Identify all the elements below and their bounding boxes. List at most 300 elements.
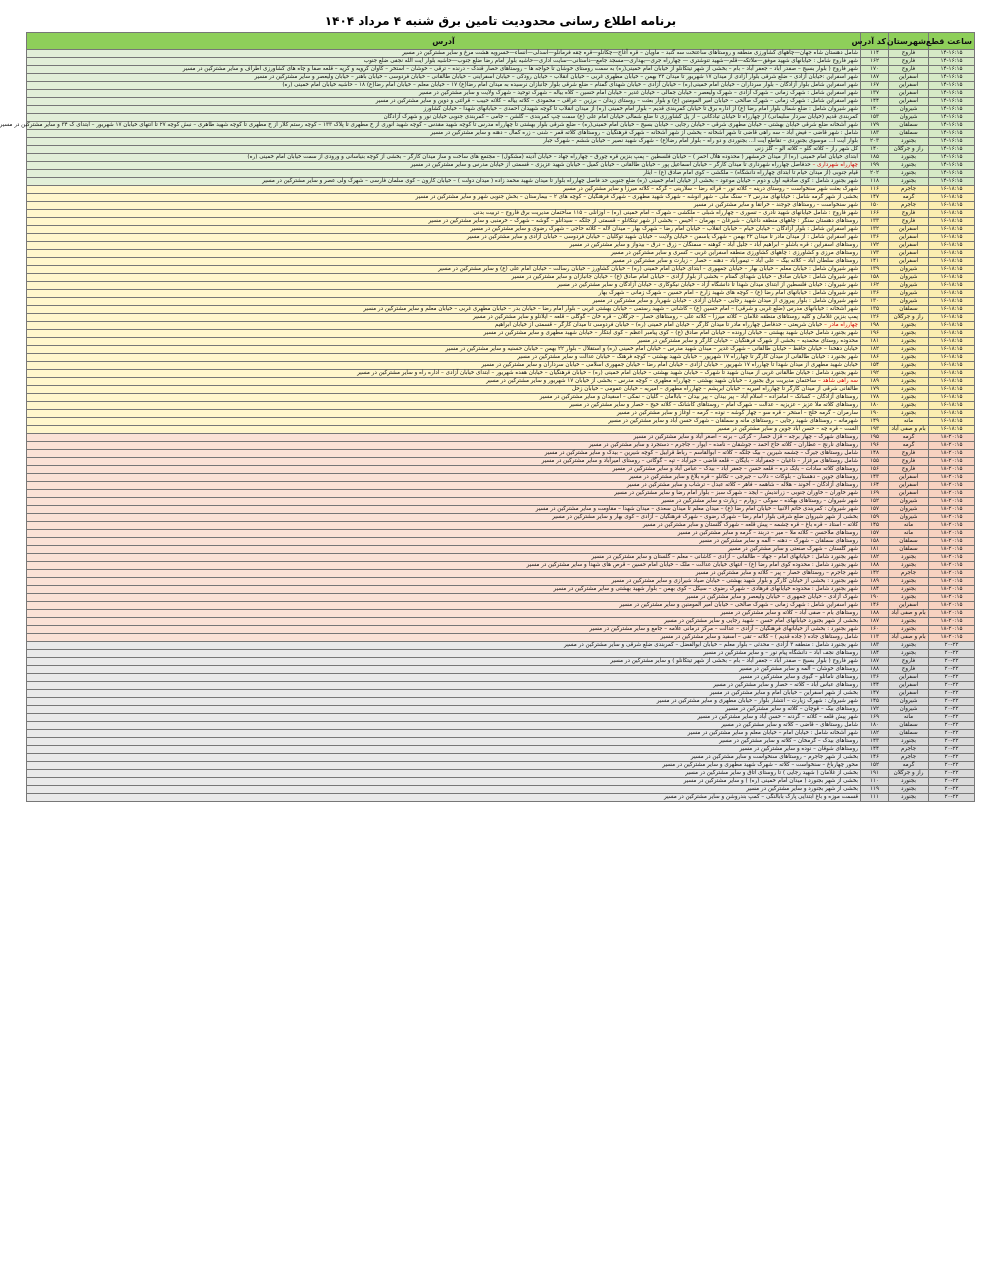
table-row xyxy=(27,426,975,434)
cell-city: فاروج xyxy=(889,466,929,474)
cell-code: ۱۸۸ xyxy=(861,562,889,570)
cell-city: فاروج xyxy=(889,66,929,74)
cell-address: خیابان شهید مطهری از میدان شهدا تا چهارراه ۱۷ شهریور – خیابان آزادی – خیابان امام رضا – خیابان جمهوری اسلامی – خیابان سرداران و سایر مشترکین در مسیر xyxy=(27,362,861,370)
cell-time: ۱۸-۲۰:۱۵ xyxy=(929,586,975,594)
table-row xyxy=(27,410,975,418)
cell-time: ۱۶-۱۸:۱۵ xyxy=(929,290,975,298)
cell-city: اسفراین xyxy=(889,234,929,242)
table-row xyxy=(27,82,975,90)
table-row xyxy=(27,786,975,794)
table-row xyxy=(27,538,975,546)
cell-time: ۱۶-۱۸:۱۵ xyxy=(929,426,975,434)
table-row xyxy=(27,274,975,282)
cell-city: بجنورد xyxy=(889,154,929,162)
cell-code: ۱۵۸ xyxy=(861,274,889,282)
cell-address: بخشی از شهر گرمه شامل : خیابانهای مدرس ۲ – سنگ ملی – شهر انوشه – شهرک شهید مطهری – شهرک فرهنگیان – کوچه های ۲ – بیمارستان – بخش جنوبی شهر و سایر مشترکین در مسیر xyxy=(27,194,861,202)
cell-code: ۱۸۸ xyxy=(861,666,889,674)
cell-code: ۱۸۹ xyxy=(861,378,889,386)
cell-code: ۱۳۲ xyxy=(861,226,889,234)
table-row xyxy=(27,178,975,186)
cell-code: ۱۱۴ xyxy=(861,50,889,58)
cell-time: ۱۸-۲۰:۱۵ xyxy=(929,618,975,626)
cell-address: شهر شیروان : شهرک زیارت – انتشار بلوار – خیابان مطهری و سایر مشترکین در مسیر xyxy=(27,698,861,706)
table-row xyxy=(27,338,975,346)
table-row xyxy=(27,242,975,250)
cell-code: ۱۷۲ xyxy=(861,706,889,714)
cell-code: ۱۴۵ xyxy=(861,522,889,530)
cell-time: ۱۸-۲۰:۱۵ xyxy=(929,626,975,634)
table-row xyxy=(27,554,975,562)
cell-city: بجنورد xyxy=(889,138,929,146)
cell-code: ۱۴۴ xyxy=(861,746,889,754)
cell-address: روستاهای کلاته ملا عزیز – عزیزیه – عدالت – شهرک امام – روستاهای کاشانک – کلاته خیج – حصار و سایر مشترکین در مسیر xyxy=(27,402,861,410)
cell-city: بجنورد xyxy=(889,162,929,170)
cell-time: ۱۸-۲۰:۱۵ xyxy=(929,594,975,602)
cell-code: ۱۴۶ xyxy=(861,602,889,610)
cell-time: ۱۶-۱۸:۱۵ xyxy=(929,266,975,274)
cell-time: ۱۴-۱۶:۱۵ xyxy=(929,66,975,74)
cell-address: پمپ بنزین غلامان و کلیه روستاهای منطقه غلامان – کلاته میرزا – کلاته علی – روستاهای حصار – جرگلان – قره خان – گوگلی – قلعه – ایلانلو و سایر مشترکین در مسیر xyxy=(27,314,861,322)
cell-address: شهرمانه – روستاهای شهید رجایی – روستاهای مانه و سملقان – شهرک حسن آباد و سایر مشترکین در مسیر xyxy=(27,418,861,426)
cell-address: روستاهای سلطان آباد – کلاته بیگ – علی آباد – تیمورآباد – دهنه – حصار – زیارت و سایر مشترکین در مسیر xyxy=(27,258,861,266)
table-row xyxy=(27,202,975,210)
cell-address: شهر خاوران – خاوران جنوبی – زراندیش – ایجد – شهرک سبز – بلوار امام رضا و سایر مشترکین در مسیر xyxy=(27,490,861,498)
cell-code: ۱۸۸ xyxy=(861,610,889,618)
cell-time: ۱۸-۲۰:۱۵ xyxy=(929,554,975,562)
cell-time: ۱۸-۲۰:۱۵ xyxy=(929,634,975,642)
cell-code: ۱۵۵ xyxy=(861,458,889,466)
cell-time: ۲۰-۲۲ xyxy=(929,778,975,786)
cell-city: راز و جرگلان xyxy=(889,770,929,778)
cell-time: ۲۰-۲۲ xyxy=(929,738,975,746)
table-row xyxy=(27,106,975,114)
cell-time: ۲۰-۲۲ xyxy=(929,658,975,666)
cell-city: اسفراین xyxy=(889,690,929,698)
cell-time: ۱۴-۱۶:۱۵ xyxy=(929,50,975,58)
cell-city: بجنورد xyxy=(889,578,929,586)
cell-address: شامل دهستان شاه جهان—چاههای کشاورزی منطقه و روستاهای ساعتخت سه گنبد – ماویان – قره آغاج—چکانلو—قره چقه فرمانلو—اسدلی—انساء—خسرویه هشت مرغ و سایر مشترکین در مسیر xyxy=(27,50,861,58)
table-row xyxy=(27,386,975,394)
cell-city: راز و جرگلان xyxy=(889,314,929,322)
cell-city: بجنورد xyxy=(889,650,929,658)
table-row xyxy=(27,186,975,194)
cell-address: روستاهای اسفراین : قره باشلو – ابراهیم آباد – جلیل آباد – کوهنه – سمنگان – زرق – درق – بیدواز و سایر مشترکین در مسیر xyxy=(27,242,861,250)
cell-code: ۱۱۸ xyxy=(861,178,889,186)
cell-address: بلوار آیت ا... موسوی بجنوردی – تقاطع آیت ا... بجنوردی و دو راه – بلوار امام رضا(ع) – شهرک شهید نصیر – خیابان ششم – شهرک جبار xyxy=(27,138,861,146)
cell-code: ۱۸۷ xyxy=(861,658,889,666)
table-row xyxy=(27,738,975,746)
table-row xyxy=(27,226,975,234)
cell-address: شهر اسفراین شامل : شهرک زمانی – شهرک صالحی – خیابان امیر المومنین و سایر مشترکین در مسیر xyxy=(27,602,861,610)
cell-code: ۱۴۷ xyxy=(861,690,889,698)
cell-city: بجنورد xyxy=(889,794,929,802)
cell-code: ۱۴۰ xyxy=(861,146,889,154)
cell-city: شیروان xyxy=(889,114,929,122)
cell-code: ۱۶۲ xyxy=(861,282,889,290)
cell-code: ۱۹۰ xyxy=(861,594,889,602)
cell-time: ۱۶-۱۸:۱۵ xyxy=(929,330,975,338)
cell-code: ۱۸۱ xyxy=(861,338,889,346)
cell-address: شهر بجنورد شامل : محدوده خیابانهای فرهادی – شهرک رضوی – سیکل – کوی بهمن – بلوار شهید بهشتی و سایر مشترکین در مسیر xyxy=(27,586,861,594)
cell-city: اسفراین xyxy=(889,98,929,106)
cell-code: ۱۴۴ xyxy=(861,98,889,106)
cell-city: فاروج xyxy=(889,458,929,466)
cell-address: شهرک آزادی – خیابان جمهوری – خیابان ولیعصر و سایر مشترکین در مسیر xyxy=(27,594,861,602)
cell-city: بجنورد xyxy=(889,370,929,378)
cell-time: ۱۴-۱۶:۱۵ xyxy=(929,74,975,82)
table-row xyxy=(27,626,975,634)
table-row xyxy=(27,474,975,482)
cell-address: روستاهای کلاته سادات – بابک دره – قلعه حسن – جعفر آباد – بیدک – عباس آباد و سایر مشترکین در مسیر xyxy=(27,466,861,474)
cell-code: ۱۸۶ xyxy=(861,354,889,362)
cell-code: ۱۸۲ xyxy=(861,730,889,738)
cell-time: ۱۶-۱۸:۱۵ xyxy=(929,242,975,250)
cell-city: گرمه xyxy=(889,434,929,442)
cell-code: ۱۱۰ xyxy=(861,778,889,786)
cell-address: کمربندی قدیم (خیابان سردار سلیمانی) از چهارراه تا خیابان تبادکانی – از پل کشاورزی تا ضلع شمالی خیابان امام علی (ع) سمت چپ کمربندی – گلشن – جامی – کمربندی جنوبی خیابان نور و شهرک آزادگان xyxy=(27,114,861,122)
cell-code: ۱۴۳ xyxy=(861,474,889,482)
cell-code: ۱۹۹ xyxy=(861,162,889,170)
cell-address: شهر فاروج ( بلوار بسیج – صفدر آباد – جعفر آباد – بام – بخشی از شهر تیتکانلو از خیابان امام خمینی(ره) به سمت روستای خوشان تا خواجه ها – روستاهای حصار قندک – درنده – ترقی – خوشان – استخر – کاوان کرویه و کرپه – قلعه صفا و چاه های کشاورزی اطراف و سایر مشترکین در مسیر xyxy=(27,66,861,74)
cell-time: ۲۰-۲۲ xyxy=(929,762,975,770)
table-row xyxy=(27,418,975,426)
cell-city: فاروج xyxy=(889,218,929,226)
cell-city: بام و صفی آباد xyxy=(889,426,929,434)
cell-city: سملقان xyxy=(889,730,929,738)
cell-address: شهر اسفراین شامل : شهرک زمانی – شهرک صالحی – خیابان امیر المومنین (ع) و بلوار بعثت – روستای زیدان – برزین – عراقی – محمودی – کلاته بیاله – کلاته حبیب – قرائتی و دوین و سایر مشترکین در مسیر xyxy=(27,98,861,106)
table-row xyxy=(27,250,975,258)
table-row xyxy=(27,530,975,538)
cell-time: ۲۰-۲۲ xyxy=(929,674,975,682)
cell-time: ۱۶-۱۸:۱۵ xyxy=(929,394,975,402)
cell-time: ۱۶-۱۸:۱۵ xyxy=(929,370,975,378)
cell-time: ۲۰-۲۲ xyxy=(929,666,975,674)
cell-address: بخشی از شهر شیروان ضلع شرقی بلوار امام رضا – شهرک رضوی – شهرک فرهنگیان – آزادی – کوی بهار و سایر مشترکین در مسیر xyxy=(27,514,861,522)
cell-time: ۱۶-۱۸:۱۵ xyxy=(929,234,975,242)
cell-city: شیروان xyxy=(889,290,929,298)
cell-address: شهر بجنورد شامل : محدوده کوی امام رضا (ع) – انتهای خیابان عدالت – ملک – خیابان امام حسین – قرص های شهدا و سایر مشترکین در مسیر xyxy=(27,562,861,570)
cell-address: شامل : شهر قاضی – فیض آباد – سه راهی قاضی تا شهر آشخانه – بخشی از شهر آشخانه – شهرک فرهنگیان – روستاهای کلاته قمر – شنی – زره کمال – دهنه و سایر مشترکین در مسیر xyxy=(27,130,861,138)
cell-address: شامل روستاهای مرغزار – داغیان – جعفرآباد – بایگان – قلعه قاضی – خیرآباد – تپه – گوگانی – روستای امیرآباد و سایر مشترکین در مسیر xyxy=(27,458,861,466)
cell-address: شهر اسفراین شامل : شهرک زمانی – شهرک آزادی – شهرک ولیعصر – خیابان جمالی – خیابان غدیر – خیابان امام حسین – کلاه بیاله – شهرک توحید – شهرک ولایت و سایر مشترکین در مسیر xyxy=(27,90,861,98)
table-row xyxy=(27,754,975,762)
cell-code: ۱۶۰ xyxy=(861,626,889,634)
cell-time: ۲۰-۲۲ xyxy=(929,690,975,698)
cell-city: فاروج xyxy=(889,210,929,218)
cell-time: ۱۸-۲۰:۱۵ xyxy=(929,498,975,506)
cell-time: ۱۸-۲۰:۱۵ xyxy=(929,570,975,578)
cell-code: ۱۶۲ xyxy=(861,58,889,66)
table-row xyxy=(27,466,975,474)
cell-time: ۱۸-۲۰:۱۵ xyxy=(929,538,975,546)
cell-time: ۱۸-۲۰:۱۵ xyxy=(929,466,975,474)
cell-time: ۱۶-۱۸:۱۵ xyxy=(929,314,975,322)
table-row xyxy=(27,434,975,442)
cell-address: شهر شیروان : خیابان فلسطین از ابتدای میدان شهدا تا دانشگاه آزاد – خیابان نیکوکاری – خیابان آزادگان و سایر مشترکین در مسیر xyxy=(27,282,861,290)
cell-city: اسفراین xyxy=(889,250,929,258)
table-row xyxy=(27,370,975,378)
cell-city: شیروان xyxy=(889,506,929,514)
cell-city: بجنورد xyxy=(889,402,929,410)
cell-time: ۱۸-۲۰:۱۵ xyxy=(929,506,975,514)
cell-code: ۱۲۶ xyxy=(861,314,889,322)
cell-address: شهر بجنورد : بخشی از خیابانهای فرهنگیان – آزادی – عدالت – مرکز درمانی علامه – جامع و سایر مشترکین در مسیر xyxy=(27,626,861,634)
table-row xyxy=(27,154,975,162)
cell-code: ۱۳۶ xyxy=(861,234,889,242)
table-row xyxy=(27,442,975,450)
table-row xyxy=(27,146,975,154)
cell-address: روستاهای بیدک – گرمخان – کلاته و سایر مشترکین در مسیر xyxy=(27,738,861,746)
cell-code: ۱۷۲ xyxy=(861,242,889,250)
table-row xyxy=(27,258,975,266)
cell-address: روستاهای نامانلو – گیوی و سایر مشترکین در مسیر xyxy=(27,674,861,682)
cell-address: طالقانی شرقی از میدان کارگر تا چهارراه امیریه – خیابان ابریشم – چهارراه مطهری – امیریه – خیابان عمومی – خیابان زحل xyxy=(27,386,861,394)
cell-code: ۱۴۸ xyxy=(861,450,889,458)
table-row xyxy=(27,514,975,522)
column-header-code: کد آدرس xyxy=(861,33,889,50)
table-row xyxy=(27,658,975,666)
cell-time: ۱۸-۲۰:۱۵ xyxy=(929,514,975,522)
cell-city: شیروان xyxy=(889,106,929,114)
cell-city: بجنورد xyxy=(889,354,929,362)
cell-time: ۱۶-۱۸:۱۵ xyxy=(929,338,975,346)
table-row xyxy=(27,482,975,490)
cell-city: بجنورد xyxy=(889,618,929,626)
cell-address: شهر شیروان شامل : بلوار پیروزی از میدان شهید رجایی – خیابان آزادی – خیابان شهریار و سایر مشترکین در مسیر xyxy=(27,298,861,306)
cell-city: شیروان xyxy=(889,298,929,306)
cell-address: روستاهای بیک – قوچان – کلاته و سایر مشترکین در مسیر xyxy=(27,706,861,714)
cell-address: روستاهای عباس آباد – کلاته – حصار و سایر مشترکین در مسیر xyxy=(27,682,861,690)
cell-city: بجنورد xyxy=(889,322,929,330)
table-row xyxy=(27,346,975,354)
cell-code: ۱۶۶ xyxy=(861,210,889,218)
cell-code: ۱۱۹ xyxy=(861,786,889,794)
cell-time: ۲۰-۲۲ xyxy=(929,706,975,714)
table-row xyxy=(27,770,975,778)
cell-code: ۱۸۰ xyxy=(861,722,889,730)
cell-time: ۱۸-۲۰:۱۵ xyxy=(929,434,975,442)
cell-code: ۱۴۷ xyxy=(861,194,889,202)
cell-code: ۱۸۳ xyxy=(861,642,889,650)
cell-city: شیروان xyxy=(889,706,929,714)
cell-time: ۱۴-۱۶:۱۵ xyxy=(929,82,975,90)
cell-time: ۱۸-۲۰:۱۵ xyxy=(929,530,975,538)
cell-time: ۱۶-۱۸:۱۵ xyxy=(929,282,975,290)
cell-address: شهر فاروج ( بلوار بسیج – صفدر آباد – جعفر آباد – بام – بخشی از شهر تیتکانلو ) و سایر مشترکین در مسیر xyxy=(27,658,861,666)
table-row xyxy=(27,314,975,322)
table-row xyxy=(27,282,975,290)
cell-city: اسفراین xyxy=(889,490,929,498)
cell-city: بجنورد xyxy=(889,410,929,418)
cell-time: ۱۴-۱۶:۱۵ xyxy=(929,138,975,146)
page-title: برنامه اطلاع رسانی محدودیت تامین برق شنبه ۴ مرداد ۱۴۰۴ xyxy=(324,14,677,28)
table-row xyxy=(27,562,975,570)
table-row xyxy=(27,498,975,506)
cell-time: ۱۶-۱۸:۱۵ xyxy=(929,418,975,426)
cell-code: ۱۵۷ xyxy=(861,530,889,538)
cell-address: روستاهای سملقان – شهرک – دهنه – آلمه و سایر مشترکین در مسیر xyxy=(27,538,861,546)
table-row xyxy=(27,458,975,466)
table-row xyxy=(27,706,975,714)
table-row xyxy=(27,114,975,122)
cell-city: اسفراین xyxy=(889,226,929,234)
cell-city: بجنورد xyxy=(889,338,929,346)
table-row xyxy=(27,650,975,658)
cell-city: بجنورد xyxy=(889,170,929,178)
table-row xyxy=(27,234,975,242)
cell-time: ۲۰-۲۲ xyxy=(929,722,975,730)
cell-code: ۱۴۴ xyxy=(861,682,889,690)
table-row xyxy=(27,674,975,682)
cell-time: ۱۴-۱۶:۱۵ xyxy=(929,162,975,170)
table-row xyxy=(27,506,975,514)
cell-code: ۱۴۱ xyxy=(861,258,889,266)
cell-address: چهارراه شهرداری – حدفاصل چهارراه شهرداری تا میدان کارگر – خیابان اسماعیل پور – خیابان طالقانی – خیابان کمیل – خیابان شهید عزیزی – قسمتی از خیابان مدرس و سایر مشترکین در مسیر xyxy=(27,162,861,170)
table-row xyxy=(27,66,975,74)
cell-address: روستاهای شوقان – نوده و سایر مشترکین در مسیر xyxy=(27,746,861,754)
cell-code: ۱۷۹ xyxy=(861,122,889,130)
cell-city: اسفراین xyxy=(889,482,929,490)
cell-code: ۱۱۶ xyxy=(861,186,889,194)
cell-code: ۱۵۷ xyxy=(861,506,889,514)
cell-address: چهارراه مادر – خیابان شریعتی – حدفاصل چهارراه مادر تا میدان کارگر – خیابان امام خمینی (ره) – خیابان فردوسی تا میدان کارگر – قسمتی از خیابان ابراهیم xyxy=(27,322,861,330)
cell-time: ۱۶-۱۸:۱۵ xyxy=(929,226,975,234)
cell-code: ۱۳۶ xyxy=(861,290,889,298)
cell-address: شهر بجنورد : بخشی از خیابان کارگر و بلوار شهید بهشتی – خیابان صیاد شیرازی و سایر مشترکین در مسیر xyxy=(27,578,861,586)
cell-time: ۱۶-۱۸:۱۵ xyxy=(929,202,975,210)
cell-time: ۱۴-۱۶:۱۵ xyxy=(929,90,975,98)
cell-address: شهر پیش قلعه – کلاته – گردنه – حسن آباد و سایر مشترکین در مسیر xyxy=(27,714,861,722)
cell-address: شهر بجنورد شامل : منطقه ۳ آزادی – محدثی – بلوار معلم – خیابان ابوالفضل – کمربندی ضلع شرقی و سایر مشترکین در مسیر xyxy=(27,642,861,650)
cell-time: ۱۶-۱۸:۱۵ xyxy=(929,210,975,218)
cell-address: شهر شیروان شامل : خیابان معلم – خیابان بهار – خیابان جمهوری – ابتدای خیابان امام خمینی (ره) – خیابان کشاورز – خیابان رسالت – خیابان امام علی (ع) و سایر مشترکین در مسیر xyxy=(27,266,861,274)
cell-address: شامل روستاهای – قاضی – کلاته و سایر مشترکین در مسیر xyxy=(27,722,861,730)
cell-address: روستاهای آزادگان – کسانک – امامزاده – اسلام آباد – پیر بیدان – پیر بیدان – باباامان – گلیان – نمکی – اسفیدان و سایر مشترکین در مسیر xyxy=(27,394,861,402)
table-row xyxy=(27,394,975,402)
cell-city: اسفراین xyxy=(889,474,929,482)
table-row xyxy=(27,362,975,370)
cell-address: شهر آشخانه : خیابانهای مدرس (ضلع غربی و شرقی) – امام حسین (ع) – کاشانی – شهید رستمی – خیابان بهشتی غربی – بلوار امام رضا – خیابان بدر – خیابان مطهری غربی – خیابان معلم و سایر مشترکین در مسیر xyxy=(27,306,861,314)
cell-city: مانه xyxy=(889,522,929,530)
cell-city: فاروج xyxy=(889,50,929,58)
cell-address: بخشی از شهر جاجرم – روستاهای سنخواست و سایر مشترکین در مسیر xyxy=(27,754,861,762)
cell-city: بجنورد xyxy=(889,330,929,338)
table-row xyxy=(27,162,975,170)
table-row xyxy=(27,306,975,314)
cell-city: جاجرم xyxy=(889,186,929,194)
table-row xyxy=(27,522,975,530)
cell-code: ۱۷۸ xyxy=(861,394,889,402)
cell-time: ۱۸-۲۰:۱۵ xyxy=(929,482,975,490)
cell-address: روستاهای ملاحسن – کلاته ملا – میر – دربند – گرمه و سایر مشترکین در مسیر xyxy=(27,530,861,538)
cell-code: ۱۸۰ xyxy=(861,402,889,410)
cell-time: ۱۸-۲۰:۱۵ xyxy=(929,562,975,570)
cell-city: شیروان xyxy=(889,274,929,282)
cell-time: ۱۶-۱۸:۱۵ xyxy=(929,346,975,354)
cell-time: ۲۰-۲۲ xyxy=(929,698,975,706)
table-row xyxy=(27,618,975,626)
cell-code: ۱۵۹ xyxy=(861,514,889,522)
cell-code: ۲۰۳ xyxy=(861,138,889,146)
cell-code: ۱۷۳ xyxy=(861,250,889,258)
cell-address: بخشی از غلامان ( شهید رجایی ) تا روستای اتاق و سایر مشترکین در مسیر xyxy=(27,770,861,778)
cell-city: شیروان xyxy=(889,282,929,290)
cell-city: بجنورد xyxy=(889,586,929,594)
table-row xyxy=(27,354,975,362)
cell-code: ۱۱۳ xyxy=(861,634,889,642)
cell-time: ۱۸-۲۰:۱۵ xyxy=(929,450,975,458)
cell-address: شامل روستاهای جاده ( جاده قدیم ) – کلاته – تقی – اسفید و سایر مشترکین در مسیر xyxy=(27,634,861,642)
cell-address: بخشی از شهر اسفراین – خیابان امام و سایر مشترکین در مسیر xyxy=(27,690,861,698)
cell-code: ۱۹۲ xyxy=(861,370,889,378)
cell-code: ۱۸۷ xyxy=(861,74,889,82)
column-header-city: شهرستان xyxy=(889,33,929,50)
cell-city: جاجرم xyxy=(889,746,929,754)
cell-city: شیروان xyxy=(889,498,929,506)
cell-address: شهر شیروان شامل : خیابانهای امام رضا (ع) – کوچه های شهید زارع – امام حسین – شهرک زمانی – شهرک بهار xyxy=(27,290,861,298)
table-row xyxy=(27,218,975,226)
table-row xyxy=(27,746,975,754)
cell-time: ۱۶-۱۸:۱۵ xyxy=(929,274,975,282)
cell-address: روستاهای نجف آباد – دانشگاه پیام نور – و سایر مشترکین در مسیر xyxy=(27,650,861,658)
cell-address: قسمت موزه و باغ ابتدایی پارک بابالنگی – کمپ بندروشن و سایر مشترکین در مسیر xyxy=(27,794,861,802)
cell-address: شهر بجنورد شامل : کوی صادقیه اول و دوم – خیابان موعود – بخشی از خیابان امام خمینی (ره) ضلع جنوبی حد فاصل چهارراه بلوار تا میدان شهید محمد زاده ( میدان دولت ) – خیابان کارون – کوی سلمان فارسی – شهرک ولی عصر و سایر مشترکین در مسیر xyxy=(27,178,861,186)
cell-time: ۲۰-۲۲ xyxy=(929,746,975,754)
cell-city: بجنورد xyxy=(889,346,929,354)
cell-time: ۱۶-۱۸:۱۵ xyxy=(929,354,975,362)
cell-code: ۱۴۵ xyxy=(861,698,889,706)
table-row xyxy=(27,546,975,554)
cell-address: روستاهای دهستان سنگر : چاههای منطقه داغیان – شیرغان – بهرمان – آخیس – بخشی از شهر تیتکانلو – قسمتی از جلگه – سیدانلو – گوشه – شهرک – خرمنبی و سایر مشترکین در مسیر xyxy=(27,218,861,226)
cell-time: ۱۴-۱۶:۱۵ xyxy=(929,58,975,66)
cell-time: ۱۶-۱۸:۱۵ xyxy=(929,218,975,226)
table-row xyxy=(27,602,975,610)
cell-time: ۲۰-۲۲ xyxy=(929,642,975,650)
cell-code: ۱۵۰ xyxy=(861,202,889,210)
cell-address: شهر شیروان : کمربندی خاتم الانبیا – خیابان امام رضا (ع) – میدان معلم تا میدان سعدی – میدان شهدا – مقاومت و سایر مشترکین در مسیر xyxy=(27,506,861,514)
cell-address: شهر اسفراین :خیابان آزادی – ضلع شرقی بلوار آزادی از میدان ۱۷ شهریور تا میدان ۲۲ بهمن – خیابان مطهری غربی – خیابان انقلاب – خیابان رودکی – خیابان اسفراینی – خیابان طالقانی – خیابان فردوسی – خیابان باهنر – خیابان ولیعصر و سایر مشترکین در مسیر xyxy=(27,74,861,82)
cell-address: شهر اسفراین شامل : از میدان مادر تا میدان ۲۲ بهمن – شهرک یاسمن – خیابان ولایت – خیابان شهید توکلیان – خیابان فردوسی – خیابان آزادی و سایر مشترکین در مسیر xyxy=(27,234,861,242)
cell-city: شیروان xyxy=(889,698,929,706)
cell-city: بجنورد xyxy=(889,786,929,794)
cell-code: ۱۹۶ xyxy=(861,330,889,338)
cell-address: خیابان دهخدا – خیابان حافظ – خیابان طالقانی – شهرک غدیر – میدان شهید مدرس – خیابان امام خمینی (ره) و استقلال – بلوار ۲۲ بهمن – خیابان حسنیه و سایر مشترکین در مسیر xyxy=(27,346,861,354)
cell-time: ۱۶-۱۸:۱۵ xyxy=(929,362,975,370)
cell-code: ۱۳۹ xyxy=(861,266,889,274)
cell-time: ۱۶-۱۸:۱۵ xyxy=(929,298,975,306)
cell-city: اسفراین xyxy=(889,682,929,690)
cell-code: ۱۶۴ xyxy=(861,482,889,490)
cell-code: ۱۳۷ xyxy=(861,90,889,98)
cell-address: بخشی از شهر بجنورد خیابانهای امام حسن – شهید رجایی و سایر مشترکین در مسیر xyxy=(27,618,861,626)
cell-time: ۲۰-۲۲ xyxy=(929,682,975,690)
table-row xyxy=(27,266,975,274)
cell-code: ۱۵۶ xyxy=(861,466,889,474)
table-row xyxy=(27,402,975,410)
cell-time: ۱۶-۱۸:۱۵ xyxy=(929,258,975,266)
cell-code: ۱۸۴ xyxy=(861,650,889,658)
table-row xyxy=(27,594,975,602)
cell-code: ۱۹۶ xyxy=(861,442,889,450)
cell-city: بجنورد xyxy=(889,594,929,602)
table-row xyxy=(27,794,975,802)
cell-address: شهر اسفراین شامل : بلوار آزادگان – خیابان خیام – خیابان انقلاب – خیابان امام رضا – شهرک بهار – میدان لاله – کلاته حاجی – شهرک رضوی و سایر مشترکین در مسیر xyxy=(27,226,861,234)
table-row xyxy=(27,690,975,698)
cell-code: ۱۶۷ xyxy=(861,82,889,90)
cell-address: شهر شیروان – روستاهای بهکده – سوکی – زوارم – زیارت و سایر مشترکین در مسیر xyxy=(27,498,861,506)
cell-time: ۱۸-۲۰:۱۵ xyxy=(929,578,975,586)
cell-time: ۲۰-۲۲ xyxy=(929,730,975,738)
